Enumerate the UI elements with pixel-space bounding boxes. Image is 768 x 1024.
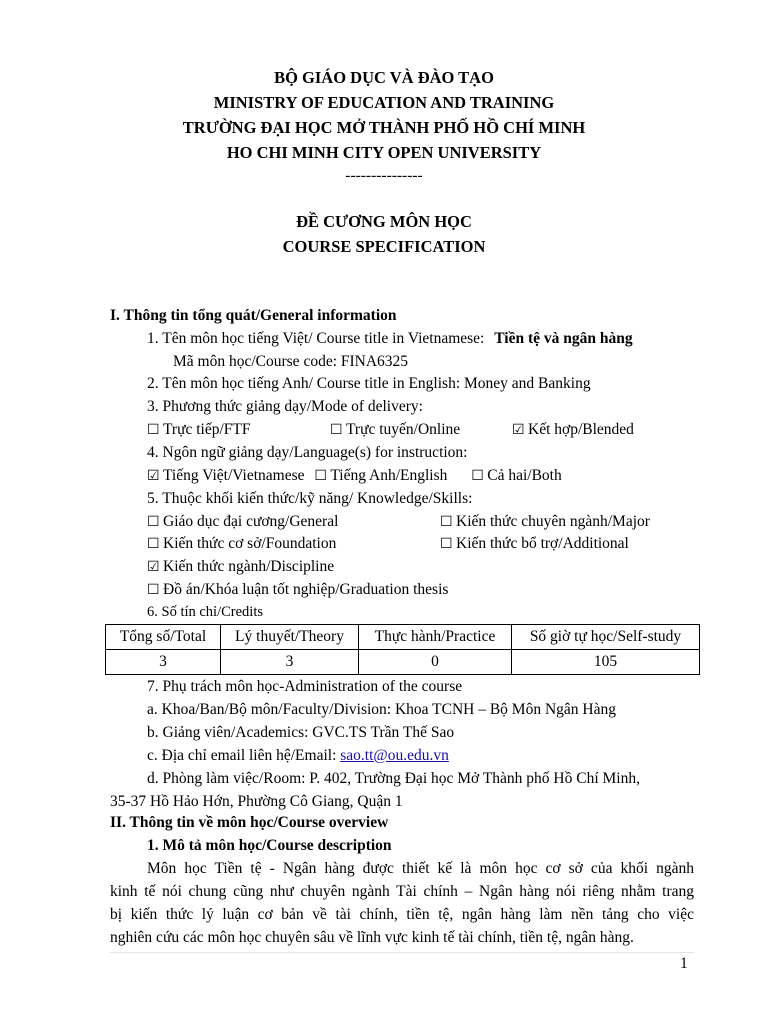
delivery-option-blended: ☑ Kết hợp/Blended: [512, 421, 634, 438]
knowledge-option-discipline: ☑ Kiến thức ngành/Discipline: [147, 558, 335, 575]
checkbox-unchecked-icon: ☐: [440, 536, 453, 552]
credits-table: [105, 624, 700, 675]
course-title-vi-row: [147, 329, 633, 349]
table-cell: 0: [359, 650, 512, 675]
table-header-row: [106, 625, 700, 650]
checkbox-unchecked-icon: ☐: [330, 422, 343, 438]
delivery-option-ftf: ☐ Trực tiếp/FTF: [147, 421, 251, 438]
description-line-2: kinh tế nói chung cũng như chuyên ngành Tài chính – Ngân hàng nói riêng nhằm trang: [110, 883, 694, 900]
knowledge-heading: 5. Thuộc khối kiến thức/kỹ năng/ Knowledge/Skills:: [147, 490, 473, 507]
admin-faculty: a. Khoa/Ban/Bộ môn/Faculty/Division: Khoa TCNH – Bộ Môn Ngân Hàng: [147, 701, 616, 718]
table-header-cell: Lý thuyết/Theory: [221, 625, 359, 650]
doc-title-en: COURSE SPECIFICATION: [282, 237, 486, 256]
doc-title-vi: ĐỀ CƯƠNG MÔN HỌC: [296, 212, 472, 231]
section1-heading: I. Thông tin tổng quát/General information: [110, 307, 397, 324]
checkbox-unchecked-icon: ☐: [147, 582, 160, 598]
delivery-option-online: ☐ Trực tuyến/Online: [330, 421, 461, 438]
section2-heading: II. Thông tin về môn học/Course overview: [110, 814, 389, 831]
course-description-heading: 1. Mô tả môn học/Course description: [147, 837, 392, 854]
language-heading: 4. Ngôn ngữ giảng dạy/Language(s) for instruction:: [147, 444, 468, 461]
knowledge-option-major: ☐ Kiến thức chuyên ngành/Major: [440, 513, 650, 530]
admin-room-line1: d. Phòng làm việc/Room: P. 402, Trường Đại học Mở Thành phố Hồ Chí Minh,: [147, 770, 640, 787]
knowledge-option-general: ☐ Giáo dục đại cương/General: [147, 513, 339, 530]
admin-heading: 7. Phụ trách môn học-Administration of the course: [147, 678, 463, 695]
description-line-4: nghiên cứu các môn học chuyên sâu về lĩnh vực kinh tế tài chính, tiền tệ, ngân hàng.: [110, 929, 634, 946]
table-header-cell: Thực hành/Practice: [359, 625, 512, 650]
checkbox-unchecked-icon: ☐: [471, 468, 484, 484]
checkbox-unchecked-icon: ☐: [147, 514, 160, 530]
course-code: Mã môn học/Course code: FINA6325: [173, 353, 409, 370]
table-cell: 3: [221, 650, 359, 675]
table-cell: 3: [106, 650, 221, 675]
table-header-cell: Số giờ tự học/Self-study: [512, 625, 700, 650]
admin-email-row: [147, 746, 449, 766]
ministry-vi: BỘ GIÁO DỤC VÀ ĐÀO TẠO: [274, 68, 494, 87]
ministry-en: MINISTRY OF EDUCATION AND TRAINING: [213, 93, 555, 112]
checkbox-checked-icon: ☑: [512, 422, 525, 438]
admin-academics: b. Giảng viên/Academics: GVC.TS Trần Thế Sao: [147, 724, 455, 741]
table-row: [106, 650, 700, 675]
language-options: ☑ Tiếng Việt/Vietnamese ☐ Tiếng Anh/English ☐ Cả hai/Both: [147, 467, 562, 484]
delivery-heading: 3. Phương thức giảng dạy/Mode of delivery:: [147, 398, 423, 415]
checkbox-unchecked-icon: ☐: [314, 468, 327, 484]
checkbox-checked-icon: ☑: [147, 559, 160, 575]
admin-email-label: c. Địa chỉ email liên hệ/Email:: [147, 747, 341, 764]
table-header-cell: Tổng số/Total: [106, 625, 221, 650]
email-link[interactable]: sao.tt@ou.edu.vn: [340, 747, 449, 764]
footer-divider: [110, 952, 694, 953]
knowledge-option-foundation: ☐ Kiến thức cơ sở/Foundation: [147, 535, 337, 552]
admin-room-line2: 35-37 Hồ Hảo Hớn, Phường Cô Giang, Quận 1: [110, 793, 403, 810]
knowledge-option-additional: ☐ Kiến thức bổ trợ/Additional: [440, 535, 629, 552]
checkbox-unchecked-icon: ☐: [440, 514, 453, 530]
university-en: HO CHI MINH CITY OPEN UNIVERSITY: [226, 143, 542, 162]
checkbox-unchecked-icon: ☐: [147, 536, 160, 552]
table-cell: 105: [512, 650, 700, 675]
description-line-3: bị kiến thức lý luận cơ bản về tài chính, tiền tệ, ngân hàng làm nền tảng cho việc: [110, 906, 694, 923]
checkbox-unchecked-icon: ☐: [147, 422, 160, 438]
page-number: 1: [680, 955, 688, 972]
course-title-vi-label: 1. Tên môn học tiếng Việt/ Course title in Vietnamese:: [147, 330, 485, 347]
description-line-1: Môn học Tiền tệ - Ngân hàng được thiết kế là môn học cơ sở của khối ngành: [147, 860, 694, 877]
knowledge-option-thesis: ☐ Đồ án/Khóa luận tốt nghiệp/Graduation thesis: [147, 581, 449, 598]
checkbox-checked-icon: ☑: [147, 468, 160, 484]
course-title-en: 2. Tên môn học tiếng Anh/ Course title in English: Money and Banking: [147, 375, 591, 392]
course-title-vi-value: Tiền tệ và ngân hàng: [494, 330, 633, 347]
credits-heading: 6. Số tín chỉ/Credits: [147, 604, 263, 620]
header-separator: ---------------: [345, 167, 423, 184]
university-vi: TRƯỜNG ĐẠI HỌC MỞ THÀNH PHỐ HỒ CHÍ MINH: [182, 118, 586, 137]
